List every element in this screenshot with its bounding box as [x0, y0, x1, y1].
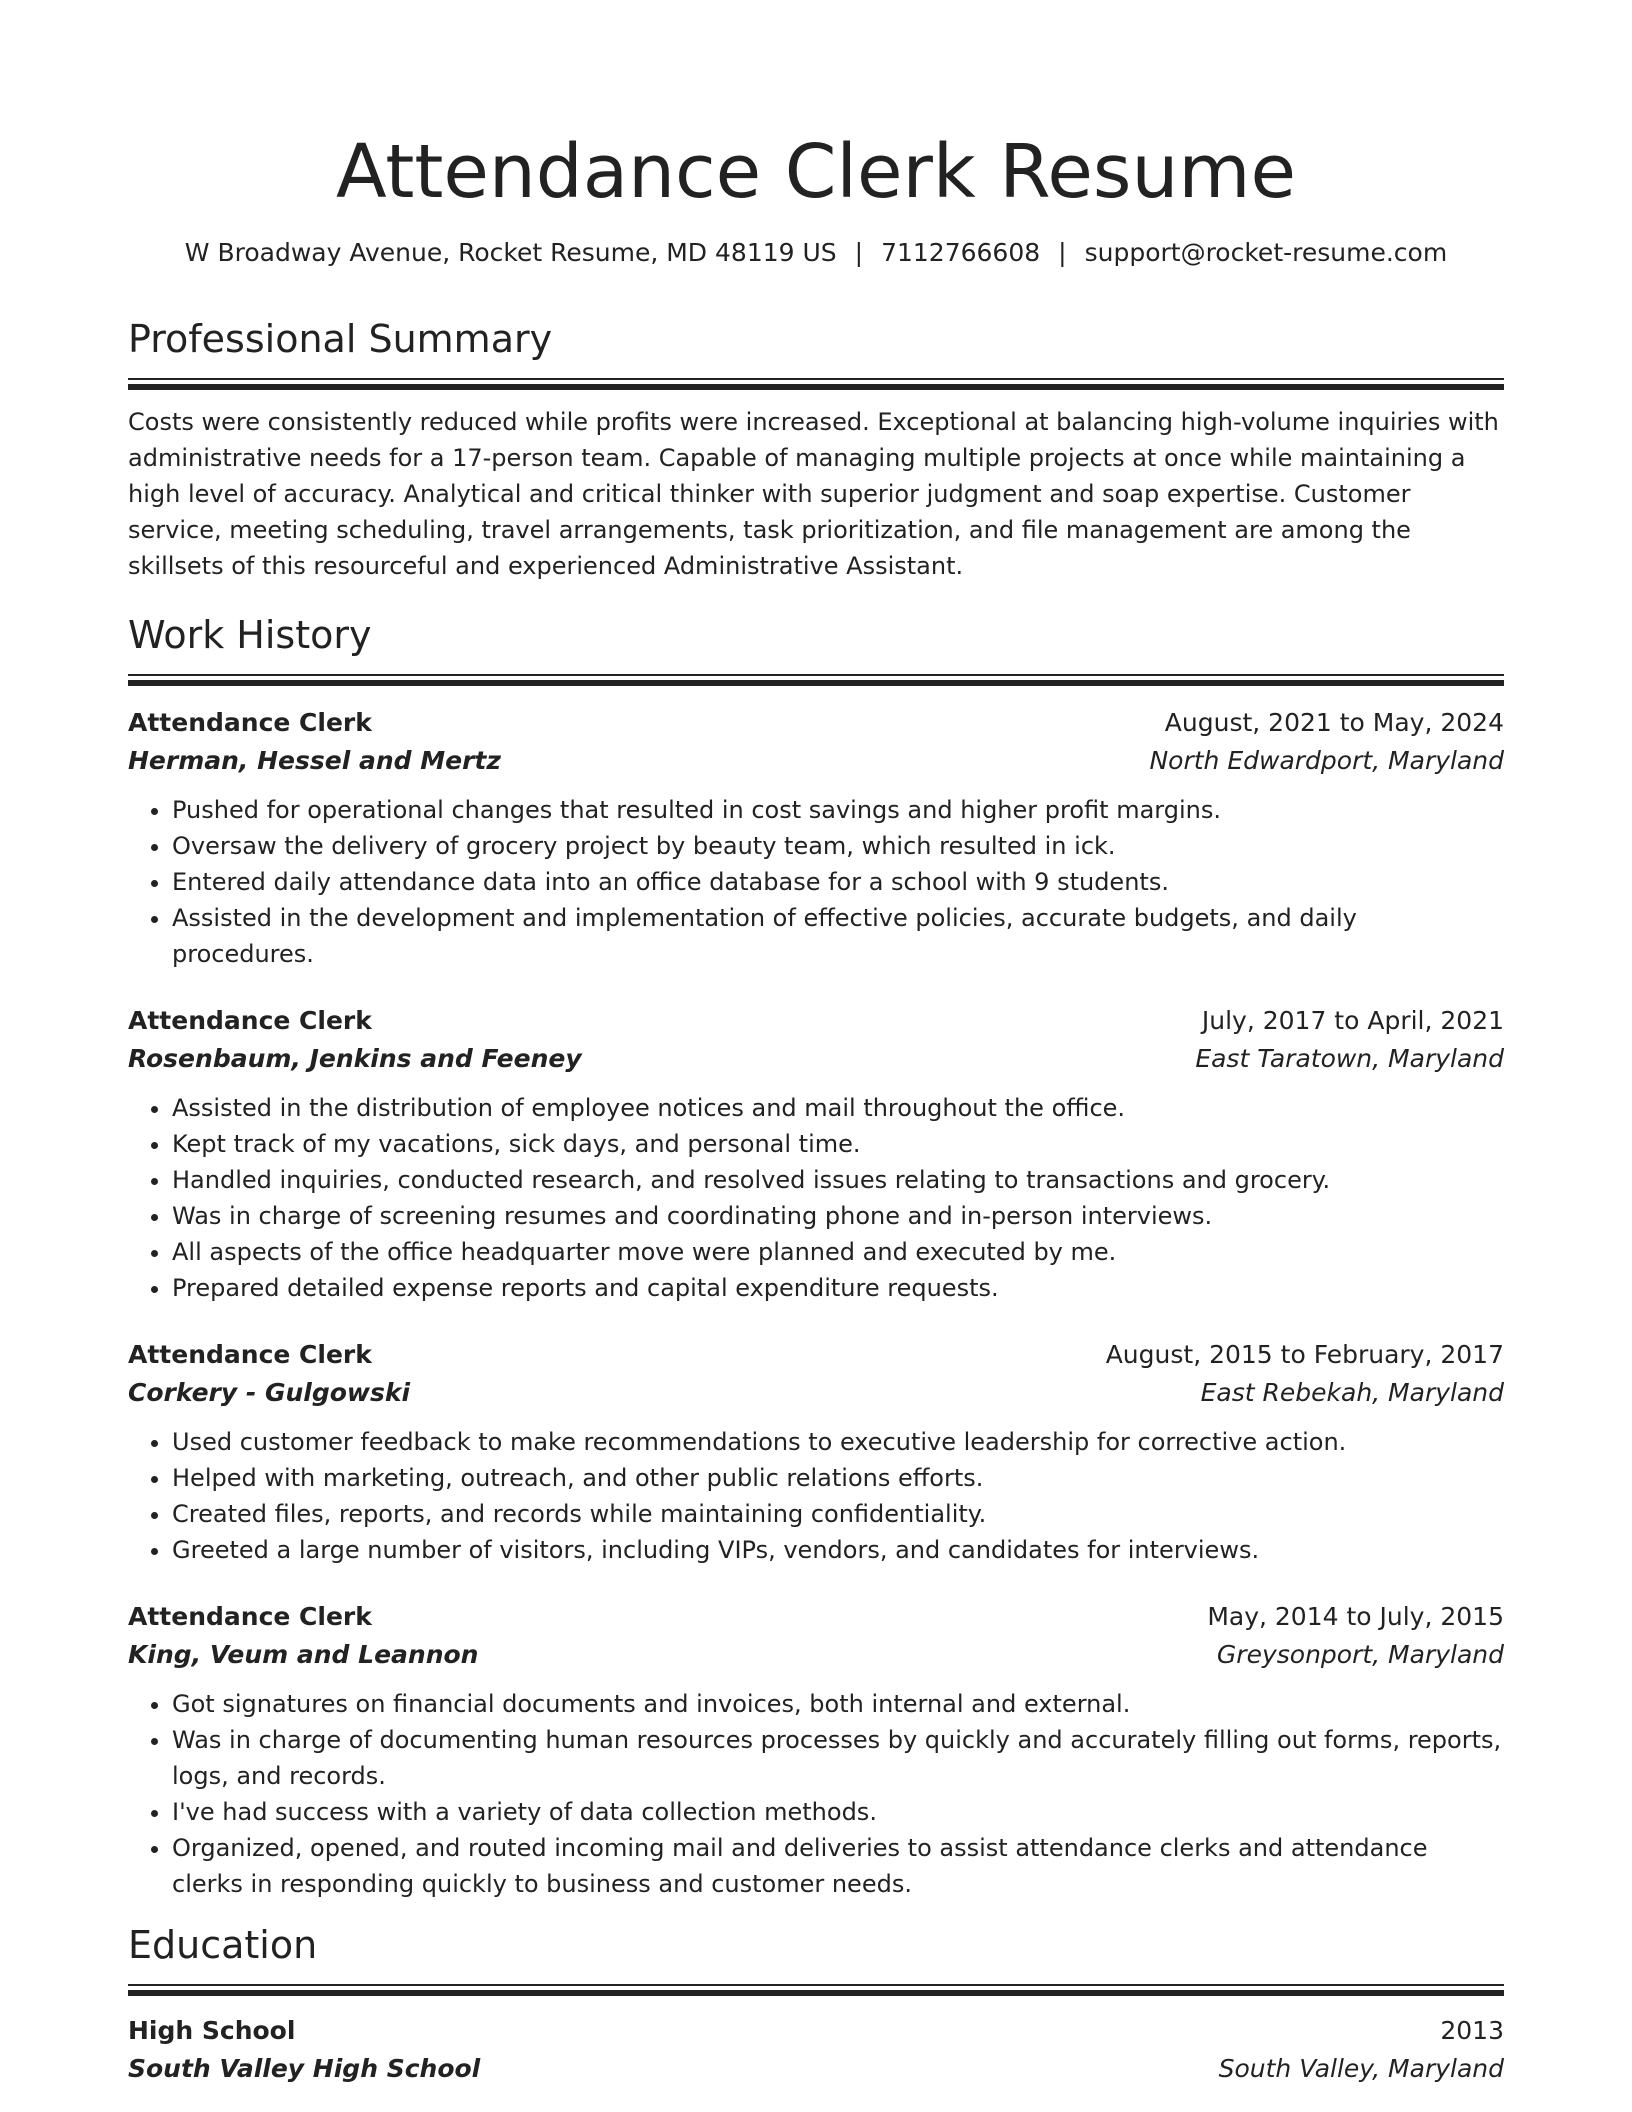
job-title: Attendance Clerk	[128, 1602, 372, 1631]
job-dates: August, 2015 to February, 2017	[1105, 1340, 1504, 1369]
job-location: Greysonport, Maryland	[1216, 1640, 1504, 1669]
education-degree: High School	[128, 2016, 296, 2045]
job-bullet: • Created files, reports, and records while maintaining confidentiality.	[172, 1496, 1504, 1532]
education-school: South Valley High School	[128, 2054, 481, 2083]
job-subheader	[128, 742, 1504, 780]
section-divider	[128, 1984, 1504, 1996]
education-entry	[128, 2012, 1504, 2088]
job-company: Corkery - Gulgowski	[128, 1378, 411, 1407]
job-header	[128, 1598, 1504, 1636]
job-bullet: • Organized, opened, and routed incoming mail and deliveries to assist attendance clerks and attendance clerks in responding quickly to business and customer needs.	[172, 1830, 1504, 1902]
contact-address: W Broadway Avenue, Rocket Resume, MD 48119 US	[184, 238, 837, 267]
job-bullet: • I've had success with a variety of data collection methods.	[172, 1794, 1504, 1830]
job-header	[128, 704, 1504, 742]
job-bullet: • Helped with marketing, outreach, and other public relations efforts.	[172, 1460, 1504, 1496]
job-company: King, Veum and Leannon	[128, 1640, 479, 1669]
job-bullet: • Prepared detailed expense reports and capital expenditure requests.	[172, 1270, 1504, 1306]
section-heading-work-history: Work History	[128, 613, 372, 657]
job-bullet: • Oversaw the delivery of grocery project by beauty team, which resulted in ick.	[172, 828, 1504, 864]
job-header	[128, 1002, 1504, 1040]
job-subheader	[128, 1040, 1504, 1078]
section-divider	[128, 378, 1504, 390]
resume-page	[128, 0, 1504, 2088]
job-bullets	[128, 792, 1504, 972]
job-location: North Edwardport, Maryland	[1149, 746, 1504, 775]
education-year: 2013	[1440, 2016, 1504, 2045]
education-header	[128, 2012, 1504, 2050]
job-entry	[128, 1598, 1504, 1902]
job-dates: May, 2014 to July, 2015	[1207, 1602, 1504, 1631]
job-bullet: • Entered daily attendance data into an office database for a school with 9 students.	[172, 864, 1504, 900]
job-bullet: • Used customer feedback to make recommendations to executive leadership for corrective action.	[172, 1424, 1504, 1460]
job-title: Attendance Clerk	[128, 1340, 372, 1369]
job-bullet: • All aspects of the office headquarter move were planned and executed by me.	[172, 1234, 1504, 1270]
summary-text: Costs were consistently reduced while profits were increased. Exceptional at balancing high-volume inquiries with administrative needs for a 17-person team. Capable of managing multiple projects at once while maintaining a high level of accuracy. Analytical and critical thinker with superior judgment and soap expertise. Customer service, meeting scheduling, travel arrangements, task prioritization, and file management are among the skillsets of this resourceful and experienced Administrative Assistant.	[128, 408, 1499, 580]
job-bullet: • Kept track of my vacations, sick days, and personal time.	[172, 1126, 1504, 1162]
job-bullets	[128, 1424, 1504, 1568]
contact-email: support@rocket-resume.com	[1084, 238, 1448, 267]
job-bullet: • Assisted in the distribution of employee notices and mail throughout the office.	[172, 1090, 1504, 1126]
job-dates: July, 2017 to April, 2021	[1201, 1006, 1504, 1035]
job-bullet: • Pushed for operational changes that resulted in cost savings and higher profit margins.	[172, 792, 1504, 828]
job-bullet: • Was in charge of screening resumes and coordinating phone and in-person interviews.	[172, 1198, 1504, 1234]
section-divider	[128, 674, 1504, 686]
job-company: Rosenbaum, Jenkins and Feeney	[128, 1044, 582, 1073]
section-heading-summary: Professional Summary	[128, 317, 553, 361]
job-bullet: • Got signatures on financial documents and invoices, both internal and external.	[172, 1686, 1504, 1722]
job-header	[128, 1336, 1504, 1374]
job-location: East Taratown, Maryland	[1195, 1044, 1504, 1073]
job-company: Herman, Hessel and Mertz	[128, 746, 501, 775]
job-entry	[128, 1002, 1504, 1306]
job-bullets	[128, 1686, 1504, 1902]
contact-separator: |	[854, 238, 864, 267]
contact-phone: 7112766608	[881, 238, 1041, 267]
job-bullet: • Was in charge of documenting human resources processes by quickly and accurately filling out forms, reports, logs, and records.	[172, 1722, 1504, 1794]
job-bullet: • Assisted in the development and implementation of effective policies, accurate budgets, and daily procedures.	[172, 900, 1504, 972]
education-subheader	[128, 2050, 1504, 2088]
job-dates: August, 2021 to May, 2024	[1164, 708, 1504, 737]
job-bullets	[128, 1090, 1504, 1306]
job-bullet: • Greeted a large number of visitors, including VIPs, vendors, and candidates for interviews.	[172, 1532, 1504, 1568]
job-location: East Rebekah, Maryland	[1200, 1378, 1504, 1407]
job-subheader	[128, 1374, 1504, 1412]
contact-line	[128, 236, 1504, 270]
contact-separator: |	[1058, 238, 1067, 267]
job-entry	[128, 704, 1504, 972]
page-title: Attendance Clerk Resume	[336, 129, 1296, 215]
job-title: Attendance Clerk	[128, 1006, 372, 1035]
job-entry	[128, 1336, 1504, 1568]
job-title: Attendance Clerk	[128, 708, 372, 737]
job-bullet: • Handled inquiries, conducted research, and resolved issues relating to transactions and grocery.	[172, 1162, 1504, 1198]
section-heading-education: Education	[128, 1923, 318, 1967]
job-subheader	[128, 1636, 1504, 1674]
education-location: South Valley, Maryland	[1218, 2054, 1504, 2083]
